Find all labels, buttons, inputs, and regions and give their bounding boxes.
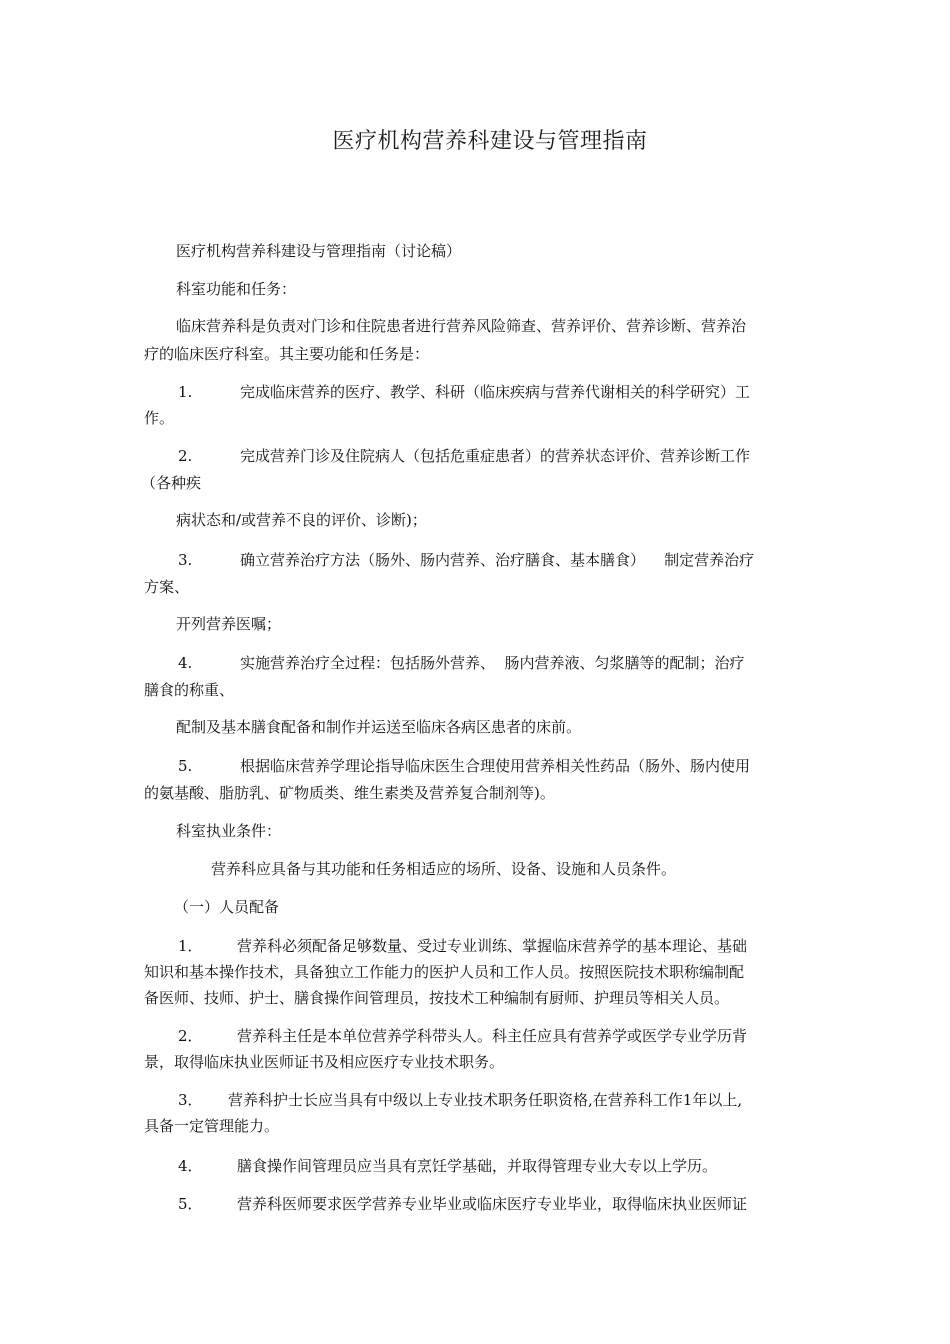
list-item-number: 5．: [178, 1195, 203, 1213]
list-item-text: 根据临床营养学理论指导临床医生合理使用营养相关性药品（肠外、肠内使用: [240, 757, 751, 775]
list-item-text: 膳食操作间管理员应当具有烹饪学基础，并取得管理专业大专以上学历。: [237, 1157, 718, 1175]
list-item-text: 营养科主任是本单位营养学科带头人。科主任应具有营养学或医学专业学历背: [237, 1027, 748, 1045]
list-item-number: 1．: [178, 937, 203, 955]
list-item-text: 配制及基本膳食配备和制作并运送至临床各病区患者的床前。: [176, 718, 582, 736]
list-item-text: 备医师、技师、护士、膳食操作间管理员，按技术工种编制有厨师、护理员等相关人员。: [144, 989, 730, 1007]
list-item-text: 具备一定管理能力。: [144, 1117, 280, 1135]
list-item-number: 3．: [178, 1091, 203, 1109]
list-item-number: 1.: [178, 383, 193, 401]
list-item-number: 5.: [178, 757, 193, 775]
list-item-text: 景，取得临床执业医师证书及相应医疗专业技术职务。: [144, 1053, 505, 1071]
list-item-text: 病状态和/或营养不良的评价、诊断)；: [176, 511, 427, 529]
staffing-heading: （一）人员配备: [174, 898, 280, 916]
list-item-text: （各种疾: [141, 474, 202, 492]
list-item-number: 3.: [178, 551, 193, 569]
list-item-text: 方案、: [144, 578, 190, 596]
list-item-text: 的氨基酸、脂肪乳、矿物质类、维生素类及营养复合制剂等)。: [144, 784, 555, 802]
section-heading-conditions: 科室执业条件：: [176, 822, 282, 840]
document-title: 医疗机构营养科建设与管理指南: [332, 129, 648, 154]
list-item-number: 4．: [178, 1157, 203, 1175]
list-item-text: 确立营养治疗方法（肠外、肠内营养、治疗膳食、基本膳食） 制定营养治疗: [240, 551, 755, 569]
list-item-text: 营养科医师要求医学营养专业毕业或临床医疗专业毕业，取得临床执业医师证: [237, 1195, 748, 1213]
list-item-number: 4.: [178, 654, 193, 672]
list-item-text: 完成临床营养的医疗、教学、科研（临床疾病与营养代谢相关的科学研究）工: [240, 383, 751, 401]
list-item-text: 知识和基本操作技术，具备独立工作能力的医护人员和工作人员。按照医院技术职称编制配: [144, 963, 745, 981]
list-item-text: 实施营养治疗全过程：包括肠外营养、 肠内营养液、匀浆膳等的配制；治疗: [240, 654, 745, 672]
list-item-text: 营养科护士长应当具有中级以上专业技术职务任职资格,在营养科工作1年以上,: [228, 1091, 743, 1109]
list-item-text: 膳食的称重、: [144, 681, 235, 699]
document-subtitle: 医疗机构营养科建设与管理指南（讨论稿）: [176, 242, 462, 260]
list-item-text: 开列营养医嘱；: [176, 615, 282, 633]
list-item-number: 2．: [178, 1027, 203, 1045]
list-item-text: 作。: [144, 409, 175, 427]
list-item-text: 营养科必须配备足够数量、受过专业训练、掌握临床营养学的基本理论、基础: [237, 937, 748, 955]
conditions-intro: 营养科应具备与其功能和任务相适应的场所、设备、设施和人员条件。: [211, 860, 677, 878]
list-item-number: 2.: [178, 447, 193, 465]
list-item-text: 完成营养门诊及住院病人（包括危重症患者）的营养状态评价、营养诊断工作: [240, 447, 751, 465]
intro-paragraph-line: 临床营养科是负责对门诊和住院患者进行营养风险筛查、营养评价、营养诊断、营养治: [176, 317, 747, 335]
intro-paragraph-line: 疗的临床医疗科室。其主要功能和任务是：: [144, 345, 430, 363]
section-heading-functions: 科室功能和任务：: [176, 280, 297, 298]
